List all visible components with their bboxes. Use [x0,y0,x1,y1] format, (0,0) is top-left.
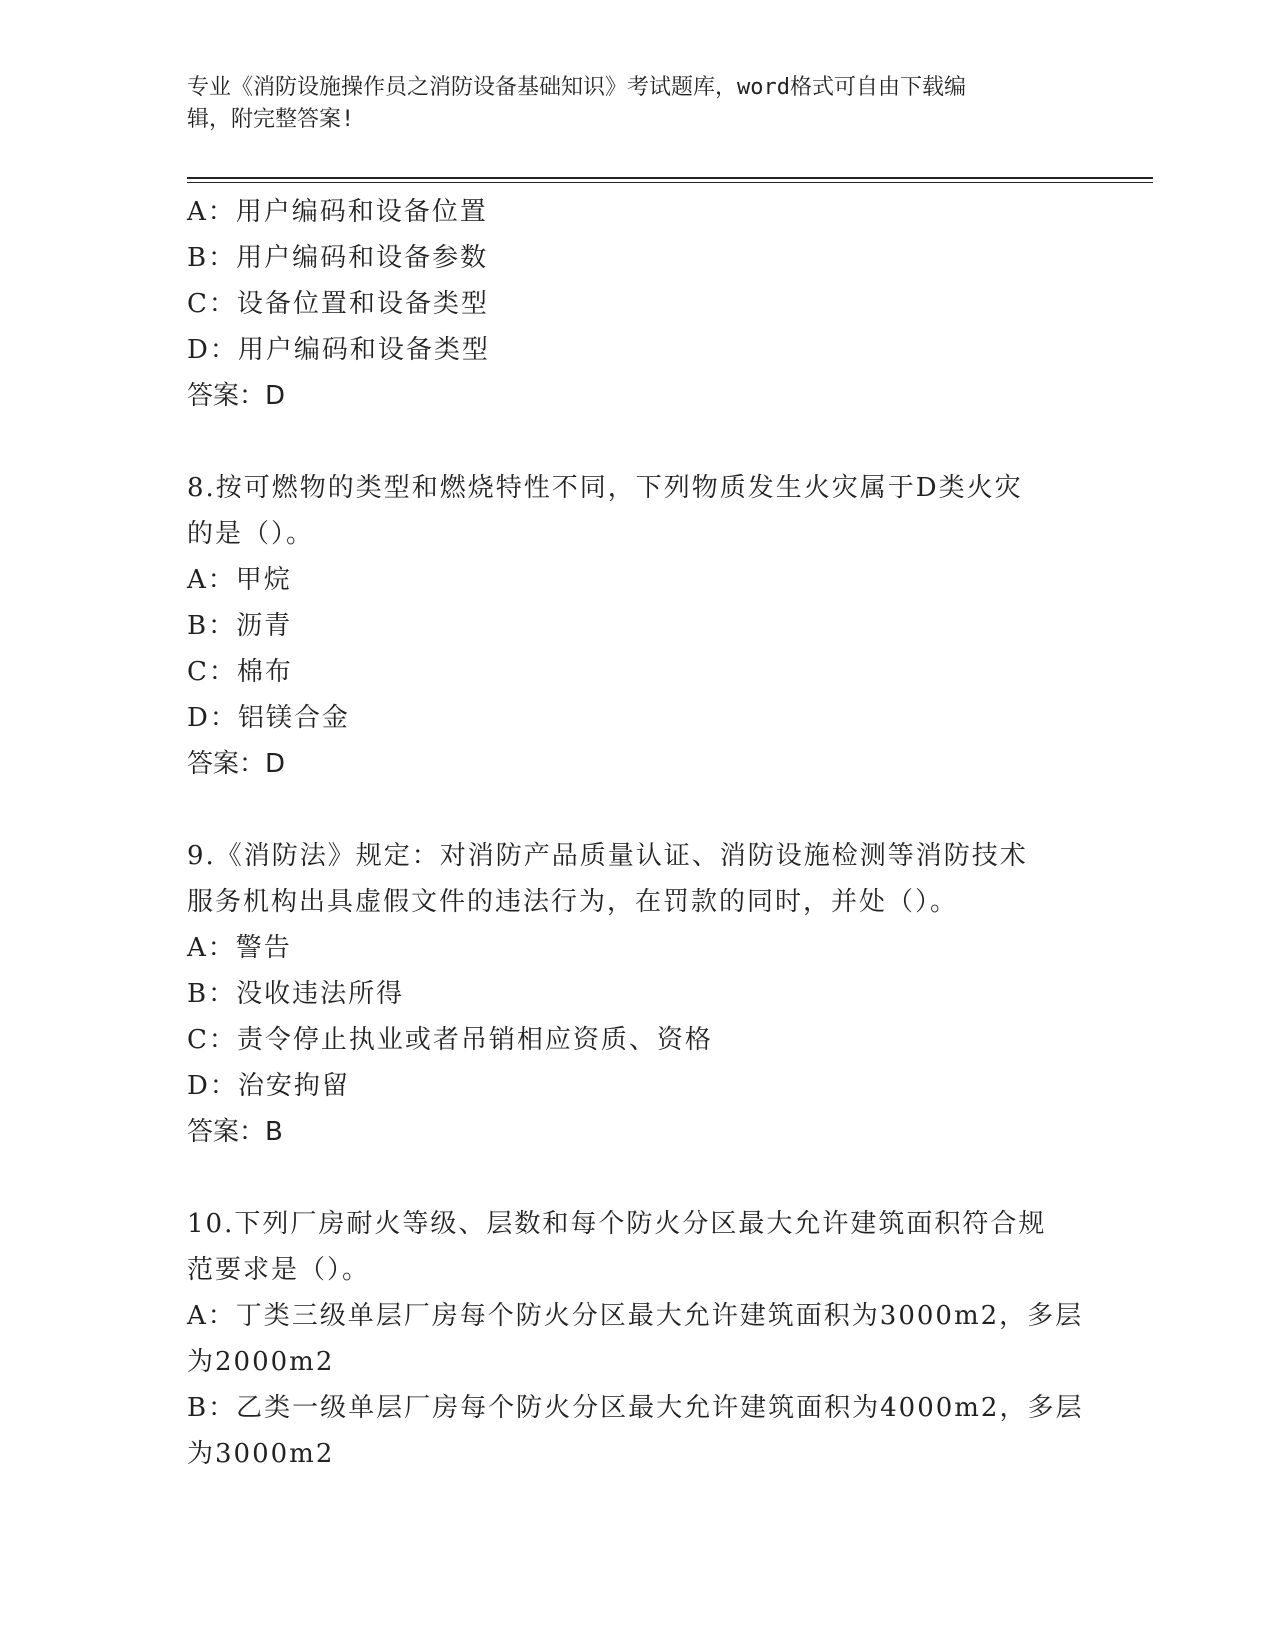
answer: 答案：B [187,1117,283,1147]
option-b-continued: 为3000m2 [187,1439,335,1469]
question-stem: 9.《消防法》规定：对消防产品质量认证、消防设施检测等消防技术 [187,841,1028,871]
spacer [187,419,1087,465]
option-b: B：用户编码和设备参数 [187,243,489,273]
option-a: A：甲烷 [187,565,292,595]
option-c: C：设备位置和设备类型 [187,289,489,319]
option-c: C：责令停止执业或者吊销相应资质、资格 [187,1025,713,1055]
option-d: D：铝镁合金 [187,703,350,733]
spacer [187,1155,1087,1201]
question-7 [187,189,1087,419]
option-a-continued: 为2000m2 [187,1347,335,1377]
header-rule-thin [187,182,1153,183]
option-b: B：没收违法所得 [187,979,405,1009]
question-stem: 8.按可燃物的类型和燃烧特性不同，下列物质发生火灾属于D类火灾 [187,473,1023,503]
option-c: C：棉布 [187,657,293,687]
question-stem-continued: 的是（）。 [187,519,315,549]
question-stem-continued: 服务机构出具虚假文件的违法行为，在罚款的同时，并处（）。 [187,887,959,917]
question-8 [187,465,1087,787]
header-rule-thick [187,177,1153,179]
question-stem: 10.下列厂房耐火等级、层数和每个防火分区最大允许建筑面积符合规 [187,1209,1047,1239]
option-b: B：乙类一级单层厂房每个防火分区最大允许建筑面积为4000m2，多层 [187,1393,1084,1423]
option-a: A：用户编码和设备位置 [187,197,488,227]
header-line-1: 专业《消防设施操作员之消防设备基础知识》考试题库，word格式可自由下载编 [187,75,966,100]
option-a: A：丁类三级单层厂房每个防火分区最大允许建筑面积为3000m2，多层 [187,1301,1084,1331]
option-d: D：治安拘留 [187,1071,350,1101]
header-line-2: 辑，附完整答案! [187,107,355,132]
option-d: D：用户编码和设备类型 [187,335,490,365]
question-stem-continued: 范要求是（）。 [187,1255,371,1285]
option-a: A：警告 [187,933,292,963]
answer: 答案：D [187,381,286,411]
option-b: B：沥青 [187,611,293,641]
spacer [187,787,1087,833]
question-10 [187,1201,1087,1477]
question-list [187,189,1087,1477]
answer: 答案：D [187,749,286,779]
question-9 [187,833,1087,1155]
document-header [187,72,1087,136]
